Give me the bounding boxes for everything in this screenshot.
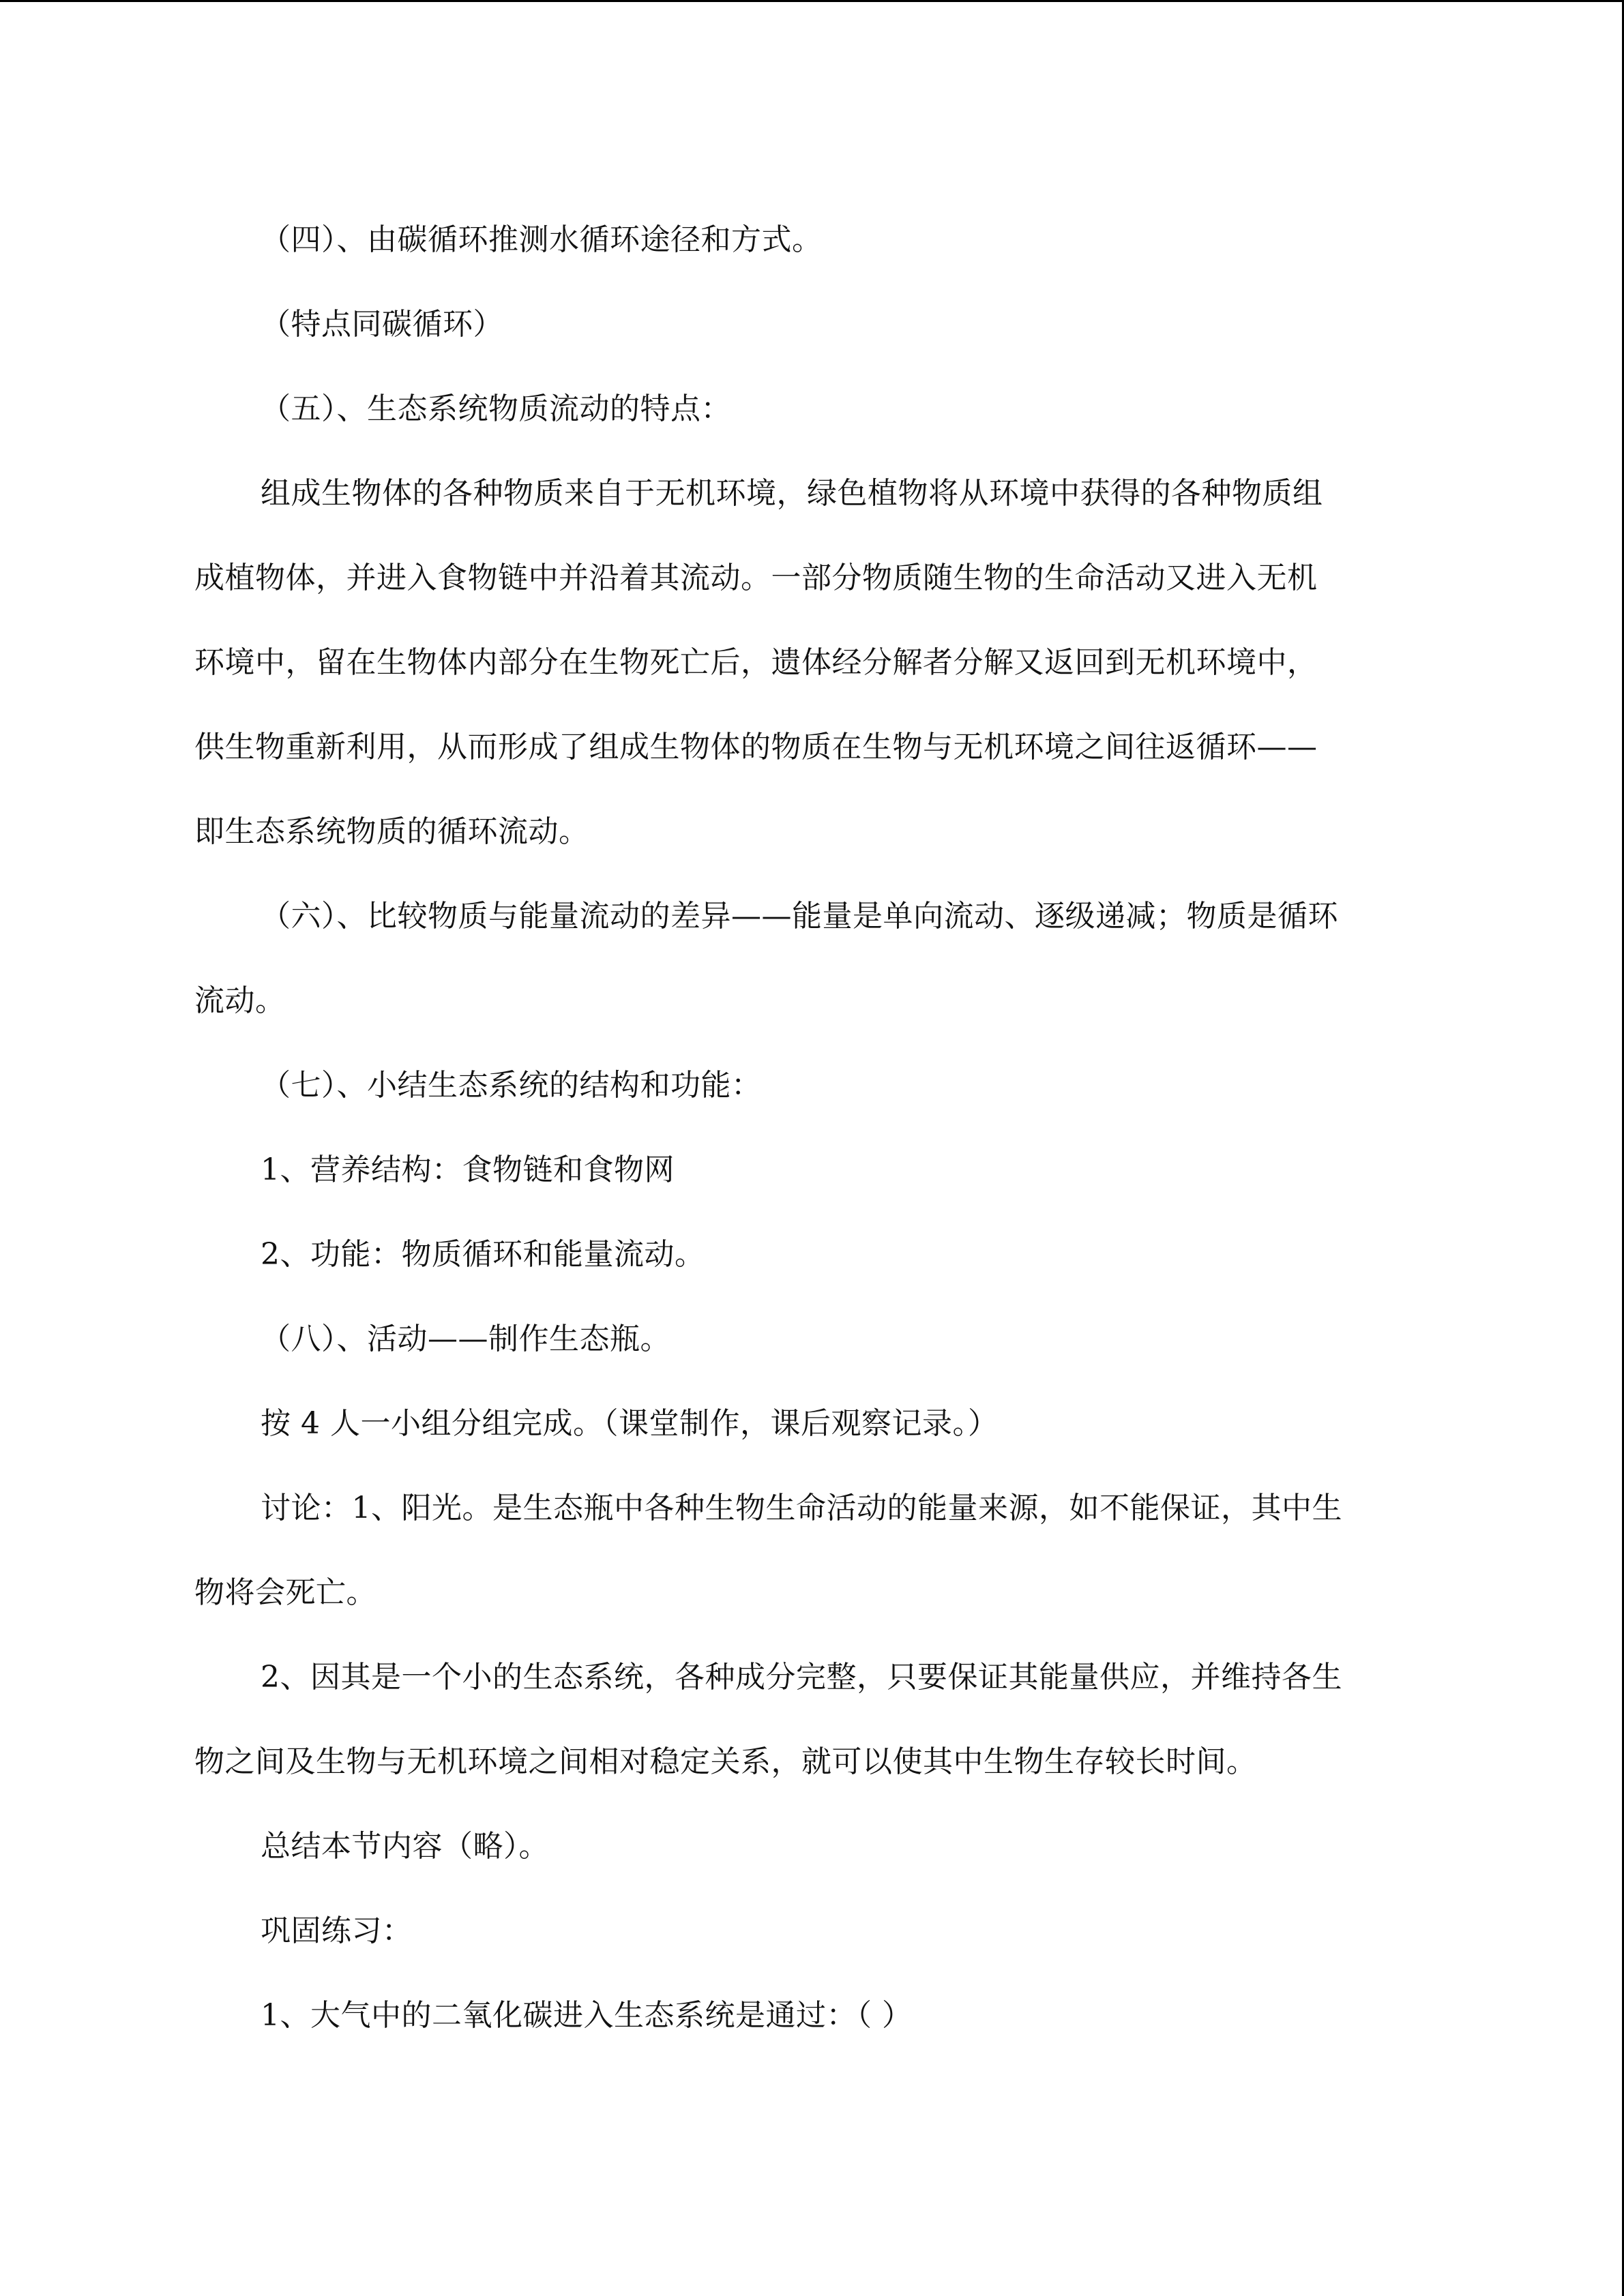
discussion-line: 物将会死亡。: [194, 1575, 377, 1610]
paragraph-line: 流动。: [194, 983, 286, 1018]
exercise-heading: 巩固练习：: [261, 1913, 413, 1948]
discussion-line: 2、因其是一个小的生态系统，各种成分完整，只要保证其能量供应，并维持各生: [261, 1660, 1342, 1695]
paragraph-line: 成植物体，并进入食物链中并沿着其流动。一部分物质随生物的生命活动又进入无机: [194, 561, 1318, 595]
section-five-heading: （五）、生态系统物质流动的特点：: [261, 391, 731, 426]
summary-line: 总结本节内容（略）。: [261, 1829, 549, 1864]
paragraph-line: 组成生物体的各种物质来自于无机环境，绿色植物将从环境中获得的各种物质组: [261, 476, 1323, 511]
discussion-line: 讨论：1、阳光。是生态瓶中各种生物生命活动的能量来源，如不能保证，其中生: [261, 1491, 1342, 1525]
list-item: 1、营养结构：食物链和食物网: [261, 1152, 675, 1187]
section-seven-heading: （七）、小结生态系统的结构和功能：: [261, 1068, 762, 1103]
paragraph-line: 即生态系统物质的循环流动。: [194, 814, 589, 849]
section-four-heading: （四）、由碳循环推测水循环途径和方式。: [261, 222, 823, 257]
section-four-note: （特点同碳循环）: [261, 307, 503, 342]
paragraph-line: 按 4 人一小组分组完成。（课堂制作，课后观察记录。）: [261, 1406, 999, 1441]
paragraph-line: 供生物重新利用，从而形成了组成生物体的物质在生物与无机环境之间往返循环——: [194, 730, 1318, 764]
discussion-line: 物之间及生物与无机环境之间相对稳定关系，就可以使其中生物生存较长时间。: [194, 1744, 1257, 1779]
exercise-question: 1、大气中的二氧化碳进入生态系统是通过：（ ）: [261, 1998, 913, 2033]
section-eight-heading: （八）、活动——制作生态瓶。: [261, 1322, 670, 1356]
section-six-heading: （六）、比较物质与能量流动的差异——能量是单向流动、逐级递减；物质是循环: [261, 899, 1338, 934]
list-item: 2、功能：物质循环和能量流动。: [261, 1237, 705, 1272]
paragraph-line: 环境中，留在生物体内部分在生物死亡后，遗体经分解者分解又返回到无机环境中，: [194, 645, 1318, 680]
